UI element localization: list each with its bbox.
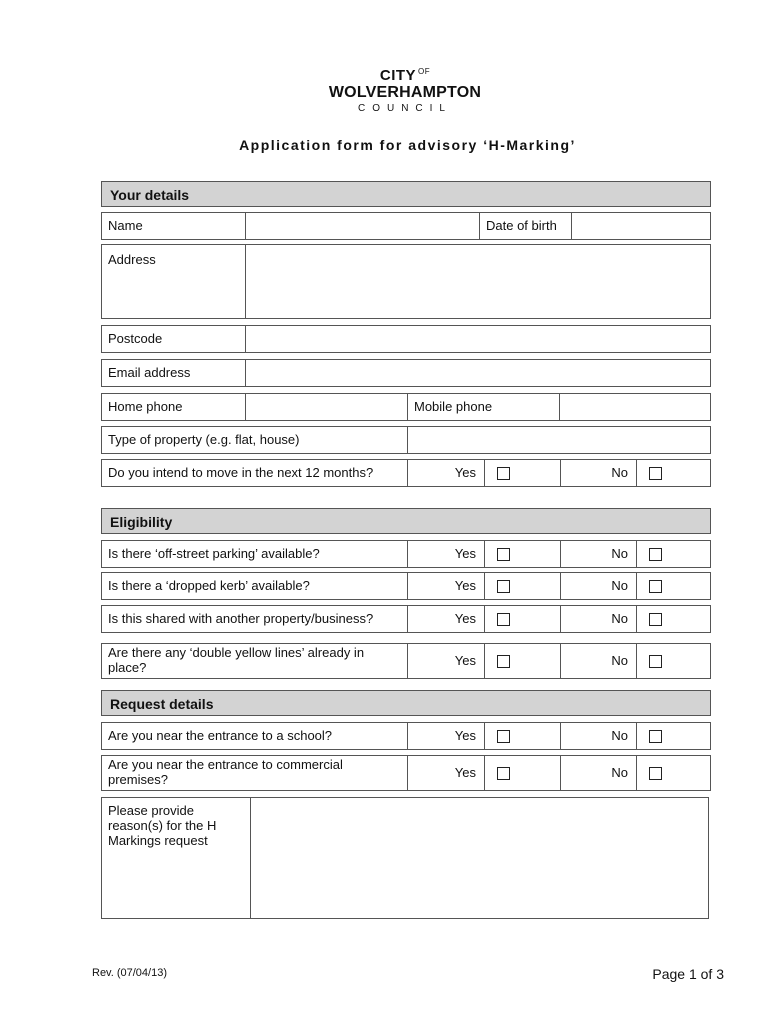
logo-council: COUNCIL bbox=[357, 103, 452, 114]
logo-name: WOLVERHAMPTON bbox=[328, 84, 482, 101]
page-title: Application form for advisory ‘H-Marking’ bbox=[239, 137, 576, 153]
off-street-no-checkbox[interactable] bbox=[649, 548, 662, 561]
yellow-lines-row bbox=[101, 643, 711, 679]
reasons-textarea[interactable] bbox=[250, 798, 708, 918]
email-row bbox=[101, 359, 711, 387]
dob-input[interactable] bbox=[571, 213, 710, 239]
commercial-row bbox=[101, 755, 711, 791]
postcode-label: Postcode bbox=[108, 331, 163, 347]
yes-label: Yes bbox=[407, 573, 484, 599]
dropped-kerb-question: Is there a ‘dropped kerb’ available? bbox=[108, 578, 310, 594]
no-label: No bbox=[560, 460, 636, 486]
yes-label: Yes bbox=[407, 541, 484, 567]
dropped-kerb-no-cell bbox=[636, 573, 710, 599]
school-row bbox=[101, 722, 711, 750]
yellow-lines-question: Are there any ‘double yellow lines’ already in place? bbox=[108, 645, 365, 675]
commercial-yes-cell bbox=[484, 756, 560, 790]
name-label: Name bbox=[108, 218, 143, 234]
off-street-no-cell bbox=[636, 541, 710, 567]
yes-label: Yes bbox=[407, 723, 484, 749]
shared-yes-checkbox[interactable] bbox=[497, 613, 510, 626]
off-street-row bbox=[101, 540, 711, 568]
yellow-lines-no-cell bbox=[636, 644, 710, 678]
email-input[interactable] bbox=[245, 360, 710, 386]
move-row bbox=[101, 459, 711, 487]
no-label: No bbox=[560, 644, 636, 678]
no-label: No bbox=[560, 541, 636, 567]
section-eligibility: Eligibility bbox=[101, 508, 711, 534]
move-yes-cell bbox=[484, 460, 560, 486]
shared-question: Is this shared with another property/business? bbox=[108, 611, 374, 627]
yes-label: Yes bbox=[407, 644, 484, 678]
yellow-lines-yes-checkbox[interactable] bbox=[497, 655, 510, 668]
no-label: No bbox=[560, 756, 636, 790]
phone-row bbox=[101, 393, 711, 421]
home-phone-label: Home phone bbox=[108, 399, 183, 415]
commercial-yes-checkbox[interactable] bbox=[497, 767, 510, 780]
shared-row bbox=[101, 605, 711, 633]
name-row bbox=[101, 212, 711, 240]
dropped-kerb-yes-checkbox[interactable] bbox=[497, 580, 510, 593]
postcode-input[interactable] bbox=[245, 326, 710, 352]
commercial-question: Are you near the entrance to commercial premises? bbox=[108, 757, 343, 787]
commercial-no-cell bbox=[636, 756, 710, 790]
council-logo bbox=[300, 68, 510, 114]
commercial-no-checkbox[interactable] bbox=[649, 767, 662, 780]
off-street-question: Is there ‘off-street parking’ available? bbox=[108, 546, 320, 562]
yes-label: Yes bbox=[407, 460, 484, 486]
school-no-checkbox[interactable] bbox=[649, 730, 662, 743]
school-yes-checkbox[interactable] bbox=[497, 730, 510, 743]
home-phone-input[interactable] bbox=[245, 394, 407, 420]
page-number: Page 1 of 3 bbox=[652, 966, 724, 982]
move-no-checkbox[interactable] bbox=[649, 467, 662, 480]
shared-yes-cell bbox=[484, 606, 560, 632]
yellow-lines-yes-cell bbox=[484, 644, 560, 678]
no-label: No bbox=[560, 723, 636, 749]
section-your-details: Your details bbox=[101, 181, 711, 207]
move-question: Do you intend to move in the next 12 months? bbox=[108, 465, 374, 481]
reasons-label: Please provide reason(s) for the H Markings request bbox=[108, 803, 217, 848]
address-label: Address bbox=[108, 252, 156, 267]
address-row bbox=[101, 244, 711, 319]
yes-label: Yes bbox=[407, 606, 484, 632]
shared-no-cell bbox=[636, 606, 710, 632]
dropped-kerb-row bbox=[101, 572, 711, 600]
off-street-yes-cell bbox=[484, 541, 560, 567]
postcode-row bbox=[101, 325, 711, 353]
property-type-label: Type of property (e.g. flat, house) bbox=[108, 432, 300, 448]
dropped-kerb-yes-cell bbox=[484, 573, 560, 599]
email-label: Email address bbox=[108, 365, 191, 381]
school-question: Are you near the entrance to a school? bbox=[108, 728, 333, 744]
logo-city: CITY $^{OF}$ bbox=[379, 67, 431, 84]
off-street-yes-checkbox[interactable] bbox=[497, 548, 510, 561]
mobile-phone-label: Mobile phone bbox=[407, 394, 559, 420]
yellow-lines-no-checkbox[interactable] bbox=[649, 655, 662, 668]
move-yes-checkbox[interactable] bbox=[497, 467, 510, 480]
address-input[interactable] bbox=[245, 245, 710, 318]
no-label: No bbox=[560, 606, 636, 632]
dropped-kerb-no-checkbox[interactable] bbox=[649, 580, 662, 593]
school-yes-cell bbox=[484, 723, 560, 749]
property-type-input[interactable] bbox=[407, 427, 710, 453]
dob-label: Date of birth bbox=[479, 213, 571, 239]
no-label: No bbox=[560, 573, 636, 599]
move-no-cell bbox=[636, 460, 710, 486]
section-request-details: Request details bbox=[101, 690, 711, 716]
mobile-phone-input[interactable] bbox=[559, 394, 710, 420]
school-no-cell bbox=[636, 723, 710, 749]
shared-no-checkbox[interactable] bbox=[649, 613, 662, 626]
revision-label: Rev. (07/04/13) bbox=[92, 967, 168, 979]
reasons-row bbox=[101, 797, 709, 919]
property-row bbox=[101, 426, 711, 454]
yes-label: Yes bbox=[407, 756, 484, 790]
